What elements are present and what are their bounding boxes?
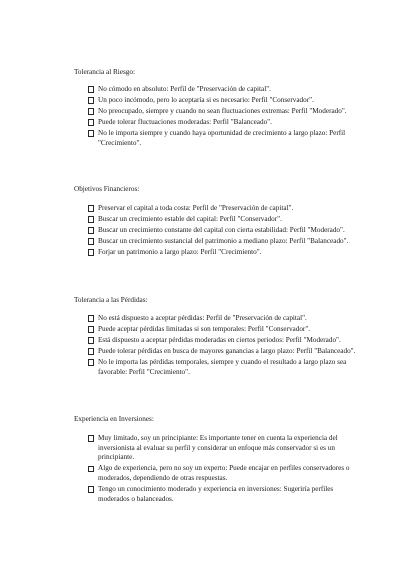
option-label: No le importa las pérdidas temporales, siempre y cuando el resultado a largo plazo sea favorable: Perfil "Crecimiento". xyxy=(98,358,347,376)
option-label: No cómodo en absoluto: Perfil de "Preservación de capital". xyxy=(98,85,271,93)
option-label: No preocupado, siempre y cuando no sean fluctuaciones extremas: Perfil "Moderado". xyxy=(98,107,347,115)
option-label: Puede tolerar pérdidas en busca de mayores ganancias a largo plazo: Perfil "Balanceado". xyxy=(98,347,356,355)
checkbox[interactable] xyxy=(88,205,94,211)
list-item xyxy=(88,248,360,258)
option-label: Un poco incómodo, pero lo aceptaría si es necesario: Perfil "Conservador". xyxy=(98,96,314,104)
checkbox[interactable] xyxy=(88,238,94,244)
section-loss-tolerance xyxy=(74,296,374,376)
option-label: Algo de experiencia, pero no soy un experto: Puede encajar en perfiles conservadores o moderados, dependiendo de otras respuestas. xyxy=(98,464,350,483)
checkbox[interactable] xyxy=(88,326,94,332)
checkbox[interactable] xyxy=(88,348,94,354)
checkbox[interactable] xyxy=(88,486,94,492)
list-item xyxy=(88,464,360,483)
list-item xyxy=(88,204,360,214)
options-list xyxy=(88,204,360,259)
checkbox[interactable] xyxy=(88,466,94,472)
section-title: Tolerancia a las Pérdidas: xyxy=(74,296,148,304)
list-item xyxy=(88,314,360,324)
list-item xyxy=(88,358,360,377)
section-financial-objectives xyxy=(74,185,374,256)
list-item xyxy=(88,107,360,117)
list-item xyxy=(88,325,360,335)
checkbox[interactable] xyxy=(88,315,94,321)
section-investment-experience xyxy=(74,415,374,503)
option-label: Está dispuesto a aceptar pérdidas moderadas en ciertos periodos: Perfil "Moderado". xyxy=(98,336,341,344)
list-item xyxy=(88,118,360,128)
option-label: Tengo un conocimiento moderado y experiencia en inversiones: Sugeriría perfiles moderados o balanceados. xyxy=(98,485,334,503)
checkbox[interactable] xyxy=(88,97,94,103)
checkbox[interactable] xyxy=(88,359,94,365)
list-item xyxy=(88,85,360,95)
list-item xyxy=(88,347,360,357)
option-label: No le importa siempre y cuando haya oportunidad de crecimiento a largo plazo: Perfil "Crecimiento". xyxy=(98,129,346,147)
section-risk-tolerance xyxy=(74,68,374,147)
options-list xyxy=(88,314,360,379)
option-label: Preservar el capital a toda costa: Perfil de "Preservación de capital". xyxy=(98,204,294,212)
option-label: Puede aceptar pérdidas limitadas si son temporales: Perfil "Conservador". xyxy=(98,325,311,333)
list-item xyxy=(88,226,360,236)
section-title: Tolerancia al Riesgo: xyxy=(74,68,135,76)
checkbox[interactable] xyxy=(88,86,94,92)
checkbox[interactable] xyxy=(88,435,94,441)
list-item xyxy=(88,434,360,463)
option-label: Buscar un crecimiento estable del capital: Perfil "Conservador". xyxy=(98,215,282,223)
checkbox[interactable] xyxy=(88,227,94,233)
checkbox[interactable] xyxy=(88,337,94,343)
section-title: Objetivos Financieros: xyxy=(74,185,140,193)
option-label: Muy limitado, soy un principiante: Es importante tener en cuenta la experiencia del inversionista al evaluar su perfil y considerar un enfoque más conservador si es un principiante. xyxy=(98,434,338,462)
list-item xyxy=(88,485,360,504)
checkbox[interactable] xyxy=(88,108,94,114)
option-label: Forjar un patrimonio a largo plazo: Perfil "Crecimiento". xyxy=(98,248,262,256)
checkbox[interactable] xyxy=(88,216,94,222)
option-label: Buscar un crecimiento sustancial del patrimonio a mediano plazo: Perfil "Balanceado". xyxy=(98,237,349,245)
options-list xyxy=(88,85,360,150)
list-item xyxy=(88,336,360,346)
list-item xyxy=(88,96,360,106)
list-item xyxy=(88,237,360,247)
checkbox[interactable] xyxy=(88,130,94,136)
option-label: Buscar un crecimiento constante del capital con cierta estabilidad: Perfil "Moderado". xyxy=(98,226,345,234)
list-item xyxy=(88,215,360,225)
option-label: No está dispuesto a aceptar pérdidas: Perfil de "Preservación de capital". xyxy=(98,314,307,322)
options-list xyxy=(88,434,360,506)
section-title: Experiencia en Inversiones: xyxy=(74,415,154,423)
checkbox[interactable] xyxy=(88,249,94,255)
checkbox[interactable] xyxy=(88,119,94,125)
option-label: Puede tolerar fluctuaciones moderadas: Perfil "Balanceado". xyxy=(98,118,272,126)
list-item xyxy=(88,129,360,148)
